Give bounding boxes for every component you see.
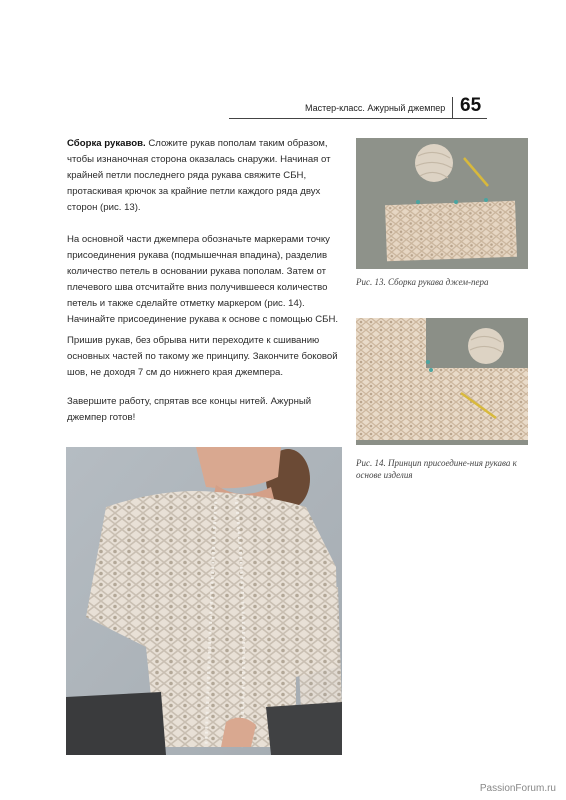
header-divider [452, 97, 453, 119]
paragraph-text: Сложите рукав пополам таким образом, чтобы изнаночная сторона оказалась снаружи. Начиная от крайней петли последнего ряда рукава свяжите СБН, протаскивая крючок за крайние петли каждого ряда двух сторон (рис. 13). [67, 138, 331, 213]
figure-13-photo [356, 138, 528, 269]
figure-14-caption: Рис. 14. Принцип присоедине-ния рукава к основе изделия [356, 458, 517, 480]
paragraph-seams: Пришив рукав, без обрыва нити переходите к сшиванию основных частей по такому же принципу. Закончите боковой шов, не доходя 7 см до нижнего края джемпера. [67, 335, 338, 378]
header-title: Мастер-класс. Ажурный джемпер [305, 103, 446, 113]
paragraph-sleeve-assembly [67, 136, 347, 216]
paragraph-finish: Завершите работу, спрятав все концы нитей. Ажурный джемпер готов! [67, 396, 312, 423]
header-rule [229, 118, 487, 119]
figure-13-caption: Рис. 13. Сборка рукава джем-пера [356, 277, 489, 287]
paragraph-lead: Сборка рукавов. [67, 138, 146, 149]
paragraph-markers: На основной части джемпера обозначьте маркерами точку присоединения рукава (подмышечная впадина), разделив количество петель в основании рукава пополам. Затем от плечевого шва отсчитайте вниз получившееся количество петель и также сделайте отметку маркером (рис. 14). Начинайте присоединение рукава к основе с помощью СБН. [67, 234, 339, 325]
model-sweater-photo [66, 447, 342, 755]
figure-14-photo [356, 318, 528, 445]
page-number: 65 [460, 95, 482, 116]
watermark: PassionForum.ru [479, 783, 556, 794]
